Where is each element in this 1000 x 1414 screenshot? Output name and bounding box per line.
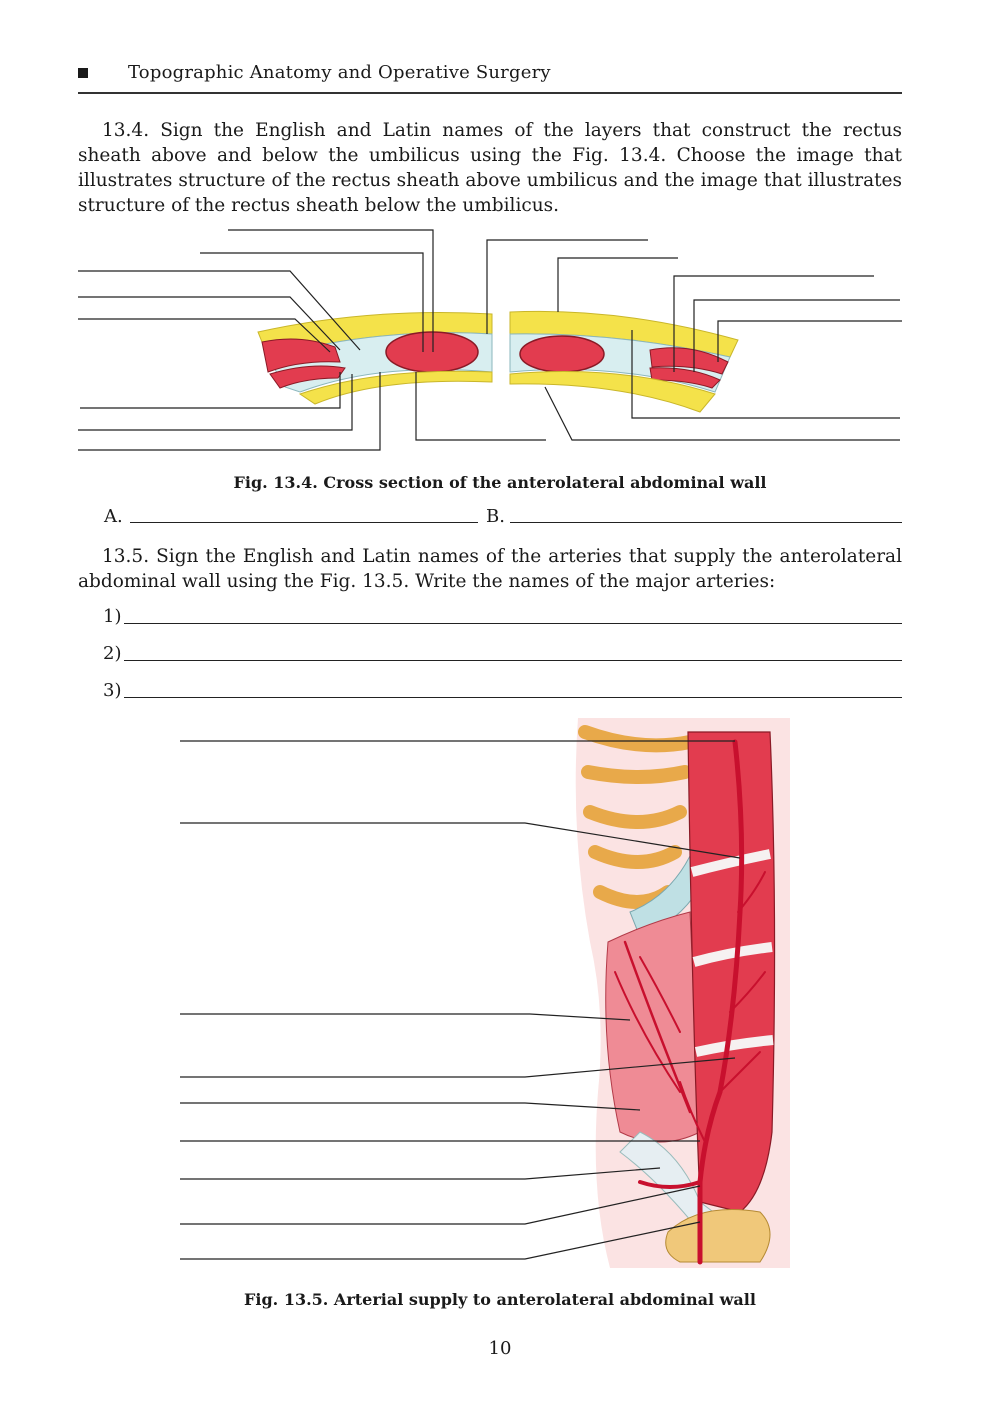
answer-1-line[interactable] — [124, 623, 902, 624]
answer-3-line[interactable] — [124, 697, 902, 698]
rectus-sheath-section-right — [510, 311, 738, 412]
rectus-sheath-section-left — [258, 312, 492, 404]
figure-13-4-cross-section — [0, 222, 1000, 462]
header-title: Topographic Anatomy and Operative Surgery — [128, 62, 551, 83]
header-bullet-icon — [78, 68, 88, 78]
internal-oblique-muscle — [606, 912, 700, 1142]
answer-1-label: 1) — [103, 606, 122, 627]
answer-a-line[interactable] — [130, 522, 478, 523]
figure-13-4-caption: Fig. 13.4. Cross section of the anterolateral abdominal wall — [233, 473, 767, 492]
answer-2-label: 2) — [103, 643, 122, 664]
figure-13-5-caption: Fig. 13.5. Arterial supply to anterolateral abdominal wall — [244, 1290, 756, 1309]
figure-13-5-arterial-supply — [0, 712, 1000, 1272]
task-13-4-text: 13.4. Sign the English and Latin names of the layers that construct the rectus sheath above and below the umbilicus using the Fig. 13.4. Choose the image that illustrates structure of the rectus sheath above umbilicus and the image that illustrates structure of the rectus sheath below the umbilicus. — [78, 120, 902, 216]
page-number: 10 — [488, 1338, 512, 1359]
answer-b-label: B. — [486, 506, 505, 527]
answer-a-label: A. — [104, 506, 123, 527]
answer-3-label: 3) — [103, 680, 122, 701]
task-13-5-text: 13.5. Sign the English and Latin names of the arteries that supply the anterolateral abdominal wall using the Fig. 13.5. Write the names of the major arteries: — [78, 546, 902, 592]
page-header — [78, 62, 902, 94]
answer-b-line[interactable] — [510, 522, 902, 523]
rectus-abdominis-muscle — [688, 732, 775, 1212]
answer-2-line[interactable] — [124, 660, 902, 661]
